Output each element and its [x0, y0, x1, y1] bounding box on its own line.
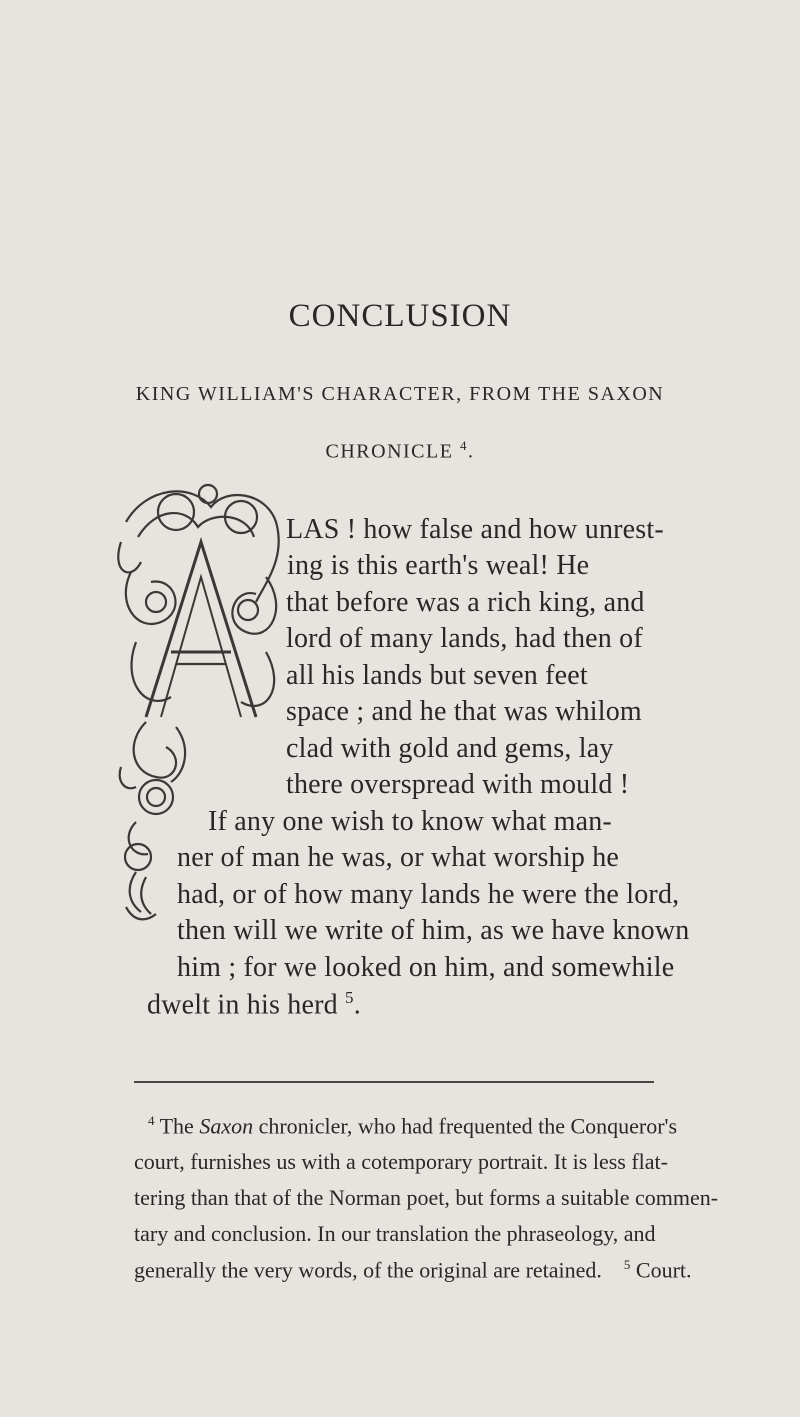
- body-line: clad with gold and gems, lay: [286, 733, 614, 764]
- footnote-text: generally the very words, of the original are retained.: [134, 1257, 602, 1283]
- body-line-last: [147, 988, 361, 1021]
- page-title: CONCLUSION: [288, 298, 512, 334]
- body-line: had, or of how many lands he were the lord,: [177, 879, 680, 910]
- section-subtitle-line-2: [0, 438, 800, 464]
- footnote-text: chronicler, who had frequented the Conqueror's: [258, 1113, 678, 1139]
- footnote-line: tary and conclusion. In our translation the phraseology, and: [134, 1221, 656, 1246]
- body-line: then will we write of him, as we have known: [177, 915, 690, 946]
- footnote-line: court, furnishes us with a cotemporary portrait. It is less flat-: [134, 1149, 668, 1174]
- footnote-italic-text: Saxon: [199, 1113, 254, 1139]
- subtitle-period: .: [467, 440, 475, 463]
- footnote-ref-4: 4: [459, 438, 468, 453]
- body-line: LAS ! how false and how unrest-: [286, 514, 664, 545]
- body-line: If any one wish to know what man-: [208, 806, 612, 837]
- body-line: ing is this earth's weal! He: [287, 550, 590, 581]
- body-text: dwelt in his herd: [147, 989, 338, 1021]
- footnote-number-4: 4: [148, 1113, 155, 1128]
- footnote-line: [148, 1113, 677, 1139]
- footnote-line: [134, 1257, 692, 1283]
- footnote-number-5: 5: [623, 1257, 631, 1272]
- body-line: all his lands but seven feet: [286, 660, 588, 691]
- body-line: him ; for we looked on him, and somewhile: [177, 952, 675, 983]
- body-line: there overspread with mould !: [286, 769, 630, 800]
- footnote-text: The: [159, 1113, 194, 1139]
- body-line: space ; and he that was whilom: [286, 696, 642, 727]
- body-line: that before was a rich king, and: [286, 587, 645, 618]
- body-period: .: [353, 989, 361, 1021]
- footnote-ref-5: 5: [345, 988, 354, 1007]
- section-subtitle-line-1: KING WILLIAM'S CHARACTER, FROM THE SAXON: [135, 383, 665, 405]
- footnote-divider: [134, 1081, 654, 1083]
- subtitle-text: CHRONICLE: [325, 440, 454, 463]
- footnote-text: Court.: [635, 1257, 692, 1283]
- body-line: ner of man he was, or what worship he: [177, 842, 620, 873]
- footnote-line: tering than that of the Norman poet, but forms a suitable commen-: [134, 1185, 719, 1210]
- body-line: lord of many lands, had then of: [286, 623, 643, 654]
